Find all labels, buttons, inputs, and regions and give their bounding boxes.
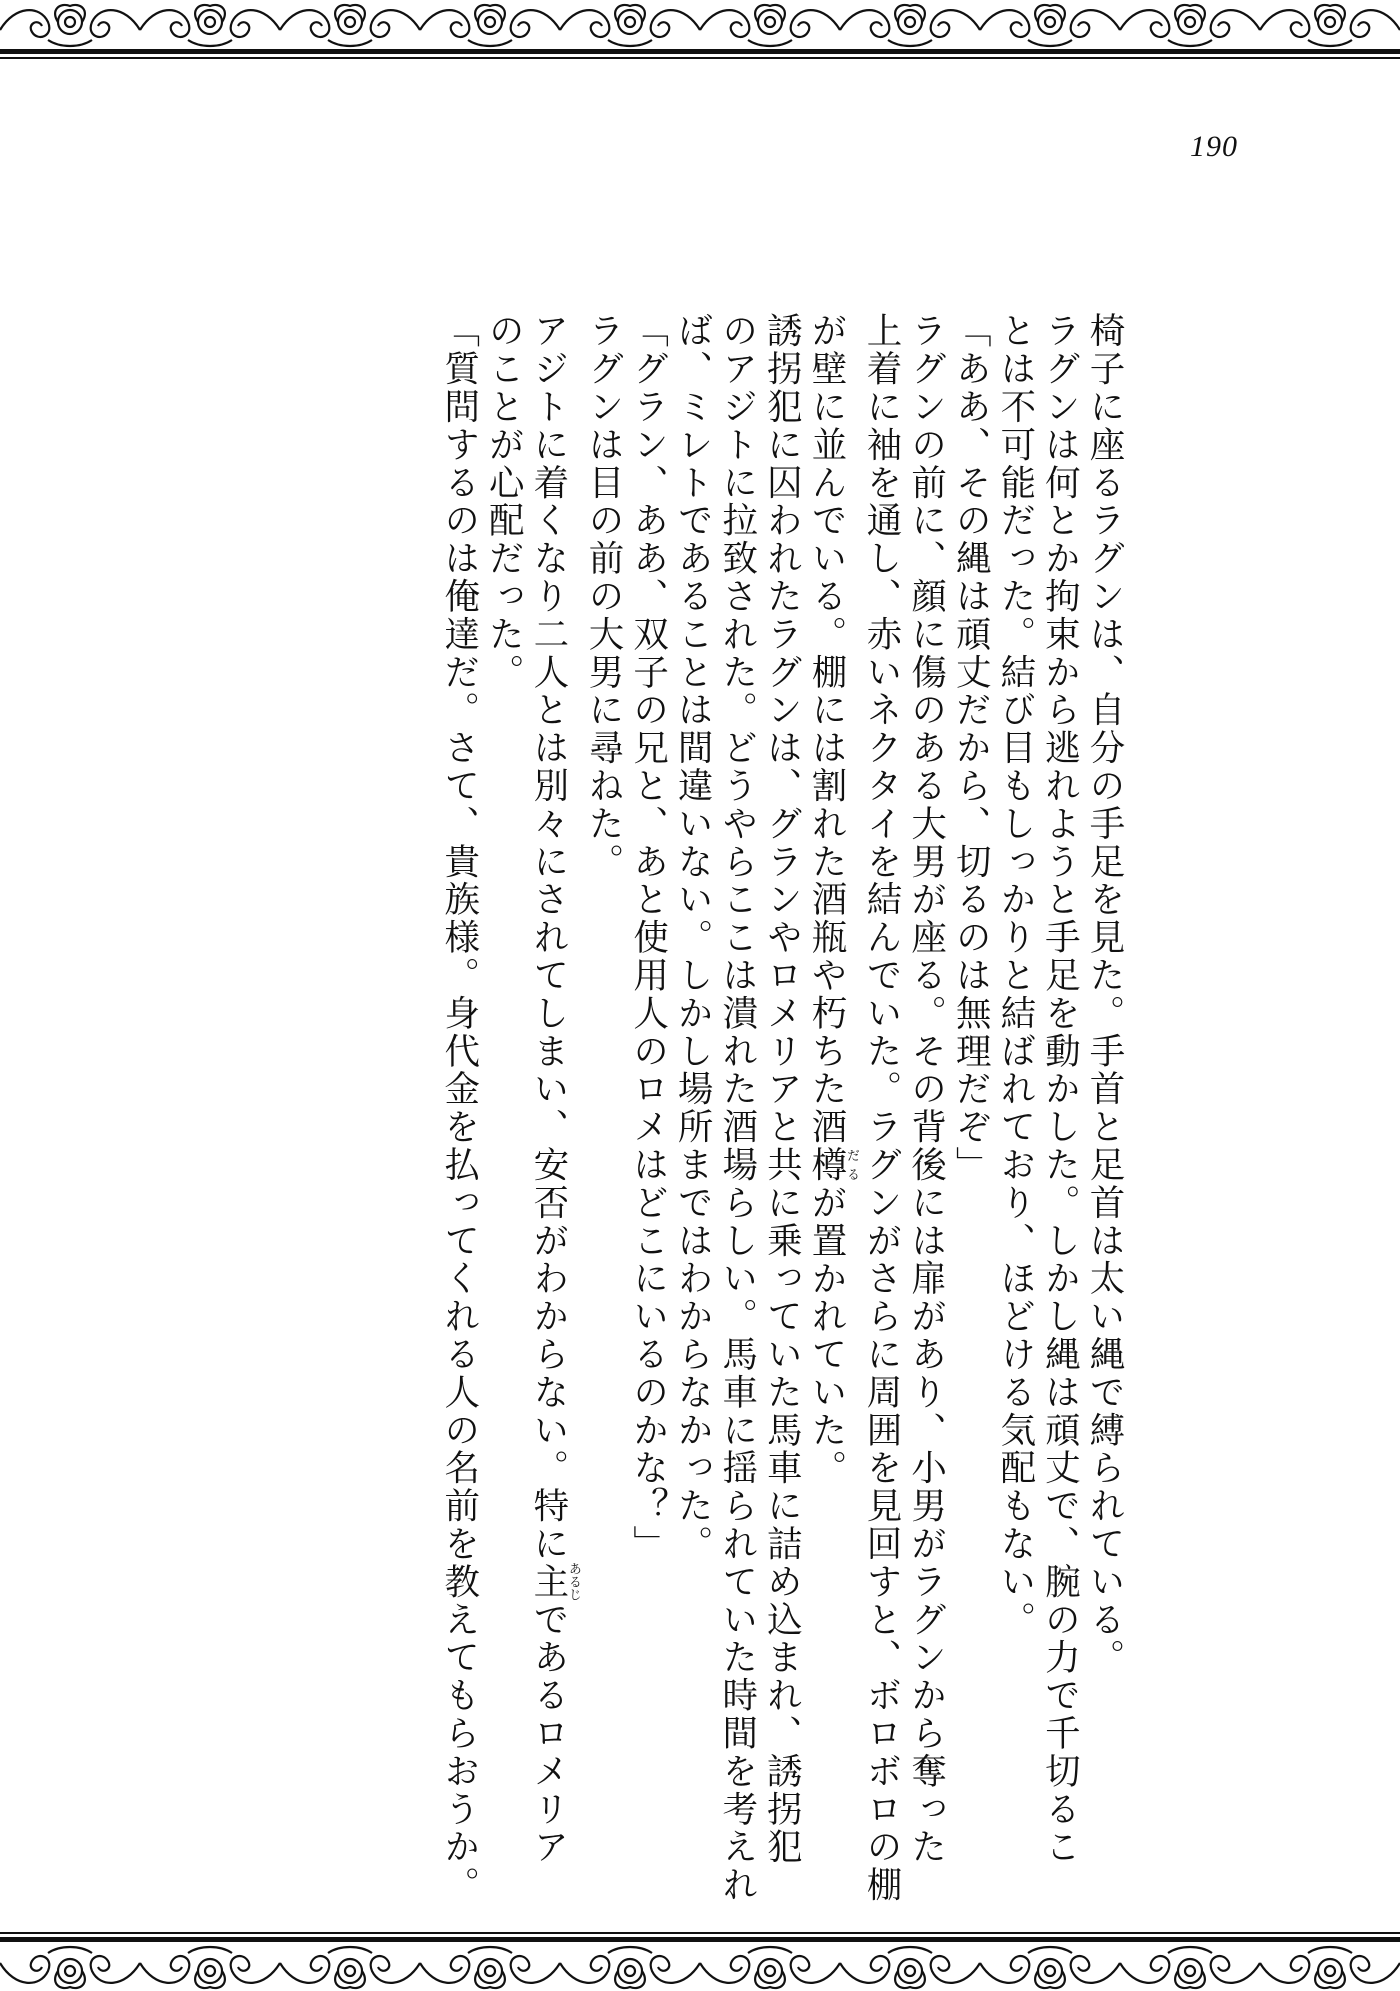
text-line (803, 312, 858, 1722)
text-segment: 誘拐犯に囚われたラグンは、グランやロメリアと共に乗っていた馬車に詰め込まれ、誘拐犯 (761, 312, 803, 1866)
text-segment: のアジトに拉致された。どうやらここは潰れた酒場らしい。馬車に揺られていた時間を考えれ (716, 312, 758, 1904)
ruby-base: 樽 (805, 1145, 847, 1184)
text-segment: 椅子に座るラグンは、自分の手足を見た。手首と足首は太い縄で縛られている。 (1084, 312, 1125, 1677)
text-segment: 上着に袖を通し、赤いネクタイを結んでいた。ラグンがさらに周囲を見回すと、ボロボロの棚 (861, 312, 903, 1904)
bottom-border-ornament (0, 1929, 1400, 1991)
text-segment: が壁に並んでいる。棚には割れた酒瓶や朽ちた酒 (805, 312, 847, 1146)
text-line (525, 312, 581, 1866)
text-line (903, 312, 948, 1866)
text-segment: ラグンは目の前の大男に尋ねた。 (582, 312, 624, 881)
text-line (1081, 312, 1126, 1722)
text-segment: 「ああ、その縄は頑丈だから、切るのは無理だぞ」 (950, 312, 992, 1184)
text-line (436, 312, 481, 1904)
text-line (858, 312, 903, 1904)
text-line (625, 312, 670, 1722)
text-segment: ば、ミレトであることは間違いない。しかし場所まではわからなかった。 (672, 312, 714, 1563)
text-line (481, 312, 526, 1722)
ruby-reading: だる (843, 1145, 859, 1184)
text-line (1037, 312, 1082, 1866)
bottom-ornamental-border (0, 1929, 1400, 1991)
text-line (714, 312, 759, 1904)
text-line (759, 312, 804, 1866)
text-line (670, 312, 715, 1722)
text-line (948, 312, 993, 1722)
ruby-reading: あるじ (565, 1562, 581, 1602)
text-segment: であるロメリア (527, 1600, 569, 1866)
page-number: 190 (1190, 130, 1238, 163)
top-border-ornament (0, 0, 1400, 62)
text-segment: とは不可能だった。結び目もしっかりと結ばれており、ほどける気配もない。 (994, 312, 1036, 1639)
text-line (580, 312, 625, 1722)
ruby-annotated-word (527, 1562, 581, 1602)
text-segment: ラグンの前に、顔に傷のある大男が座る。その背後には扉があり、小男がラグンから奪った (905, 312, 947, 1866)
text-segment: 「質問するのは俺達だ。さて、貴族様。身代金を払ってくれる人の名前を教えてもらおうか。 (438, 312, 480, 1904)
text-segment: のことが心配だった。 (483, 312, 525, 691)
ruby-base: 主 (527, 1562, 569, 1602)
ruby-annotated-word (805, 1145, 859, 1184)
text-segment: が置かれていた。 (805, 1183, 847, 1487)
text-segment: ラグンは何とか拘束から逃れようと手足を動かした。しかし縄は頑丈で、腕の力で千切るこ (1039, 312, 1081, 1866)
novel-body-text (436, 312, 1126, 1904)
text-segment: アジトに着くなり二人とは別々にされてしまい、安否がわからない。特に (527, 312, 569, 1563)
text-line (992, 312, 1037, 1722)
text-segment: 「グラン、ああ、双子の兄と、あと使用人のロメはどこにいるのかな？」 (627, 312, 669, 1563)
top-ornamental-border (0, 0, 1400, 62)
